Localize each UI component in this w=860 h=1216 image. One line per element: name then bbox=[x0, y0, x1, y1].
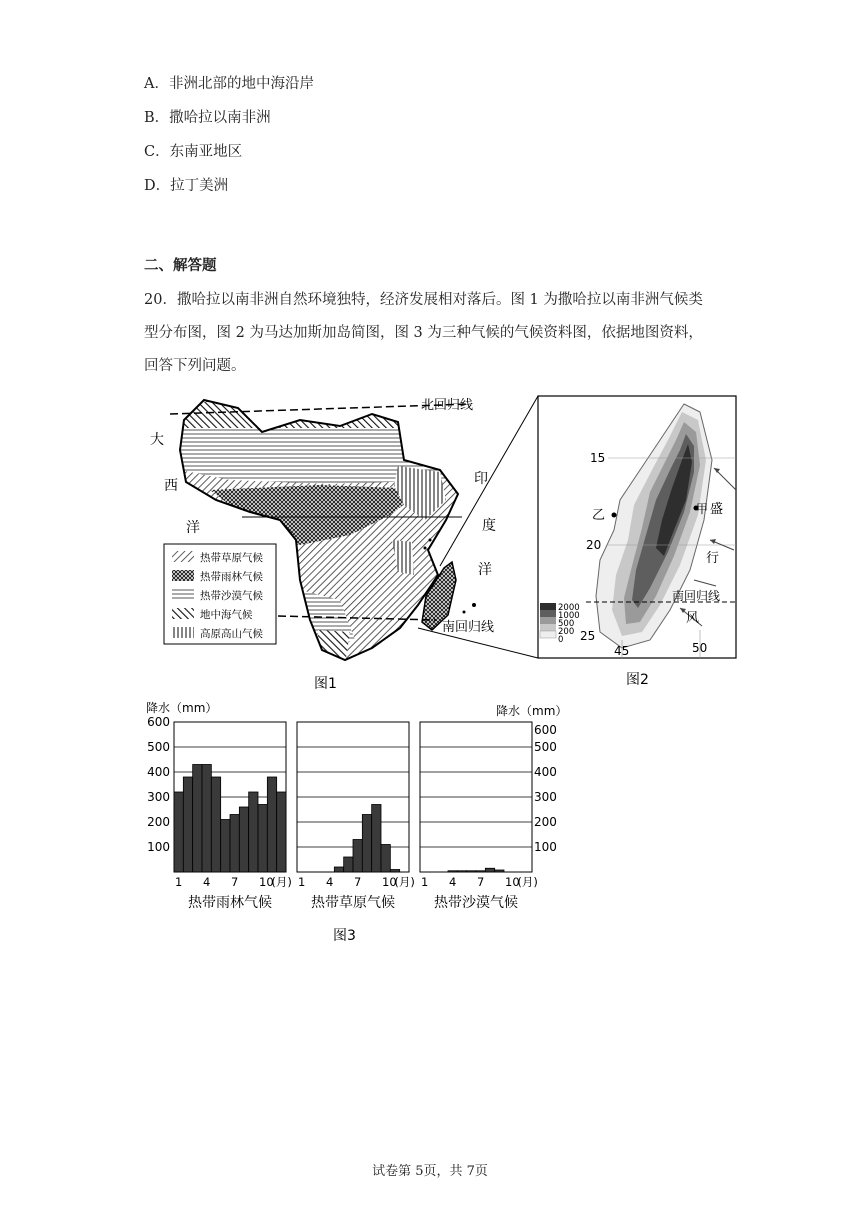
y-tick-label-left: 200 bbox=[147, 815, 170, 829]
question-line-1: 20．撒哈拉以南非洲自然环境独特，经济发展相对落后。图 1 为撒哈拉以南非洲气候类 bbox=[144, 292, 703, 308]
page-footer: 试卷第 5页，共 7页 bbox=[372, 1164, 488, 1179]
lat-25-label: 25 bbox=[580, 629, 596, 643]
legend-mediterranean: 地中海气候 bbox=[200, 609, 253, 621]
figure-2-madagascar-map bbox=[538, 396, 736, 688]
wind-label-3: 风 bbox=[686, 611, 700, 626]
fig3-ylabel-right: 降水（mm） bbox=[496, 704, 568, 718]
precip-bar bbox=[362, 815, 371, 873]
precip-bar bbox=[230, 815, 239, 873]
option-text: 拉丁美洲 bbox=[170, 178, 229, 194]
chart-title: 热带沙漠气候 bbox=[434, 895, 518, 911]
precip-bar bbox=[353, 840, 362, 873]
point-jia-label: 甲 bbox=[696, 502, 709, 516]
option-letter: D． bbox=[144, 178, 171, 194]
precip-bar bbox=[221, 820, 230, 873]
x-unit-label: (月) bbox=[271, 875, 292, 889]
precip-bar bbox=[258, 805, 267, 873]
precip-bar bbox=[183, 777, 192, 872]
precip-bar bbox=[476, 871, 485, 872]
figure-3-caption: 图3 bbox=[333, 928, 356, 944]
option-letter: C． bbox=[144, 144, 170, 160]
chart-title: 热带雨林气候 bbox=[188, 895, 272, 911]
y-tick-label-right: 100 bbox=[534, 840, 557, 854]
legend-2000: 2000 bbox=[558, 603, 580, 613]
precip-bar bbox=[211, 777, 220, 872]
y-tick-label-left: 300 bbox=[147, 790, 170, 804]
x-tick-label: 10 bbox=[382, 875, 397, 889]
wind-label-1: 盛 bbox=[710, 502, 724, 517]
precip-bar bbox=[202, 765, 211, 873]
lat-15-label: 15 bbox=[590, 451, 606, 465]
figure-1-africa-map bbox=[150, 395, 538, 692]
legend-0: 0 bbox=[558, 635, 564, 645]
wind-label-2: 行 bbox=[706, 551, 720, 566]
precip-bar bbox=[267, 777, 276, 872]
x-tick-label: 4 bbox=[326, 875, 334, 889]
question-line-3: 回答下列问题。 bbox=[144, 358, 246, 374]
precip-bar bbox=[495, 870, 504, 872]
lon-45-label: 45 bbox=[614, 644, 630, 658]
y-tick-label-right: 500 bbox=[534, 740, 557, 754]
x-tick-label: 1 bbox=[298, 875, 306, 889]
label-tropic-north: 北回归线 bbox=[421, 398, 474, 413]
label-atlantic-2: 西 bbox=[164, 478, 178, 494]
precip-bar bbox=[344, 857, 353, 872]
precip-bar bbox=[334, 867, 343, 872]
x-tick-label: 4 bbox=[449, 875, 457, 889]
chart-title: 热带草原气候 bbox=[311, 895, 395, 911]
section-title: 二、解答题 bbox=[144, 257, 217, 274]
question-line-2: 型分布图，图 2 为马达加斯加岛简图，图 3 为三种气候的气候资料图，依据地图资料， bbox=[144, 325, 703, 341]
y-tick-label-right: 300 bbox=[534, 790, 557, 804]
legend-desert: 热带沙漠气候 bbox=[200, 590, 263, 602]
option-text: 东南亚地区 bbox=[169, 144, 243, 160]
x-unit-label: (月) bbox=[517, 875, 538, 889]
legend-500: 500 bbox=[558, 619, 575, 629]
figure-1-caption: 图1 bbox=[314, 676, 337, 692]
x-tick-label: 7 bbox=[231, 875, 239, 889]
precip-bar bbox=[457, 871, 466, 872]
precip-bar bbox=[239, 807, 248, 872]
fig3-ylabel-left: 降水（mm） bbox=[146, 701, 218, 715]
x-tick-label: 10 bbox=[505, 875, 520, 889]
y-tick-label-left: 600 bbox=[147, 715, 170, 729]
legend-savanna: 热带草原气候 bbox=[200, 552, 263, 564]
precip-bar bbox=[249, 792, 258, 872]
option-letter: B． bbox=[144, 110, 170, 126]
y-tick-label-left: 500 bbox=[147, 740, 170, 754]
label-atlantic-3: 洋 bbox=[186, 520, 200, 536]
precip-bar bbox=[390, 870, 399, 873]
y-tick-label-left: 100 bbox=[147, 840, 170, 854]
x-unit-label: (月) bbox=[394, 875, 415, 889]
precip-bar bbox=[174, 792, 183, 872]
y-tick-label-left: 400 bbox=[147, 765, 170, 779]
legend-highland: 高原高山气候 bbox=[200, 628, 263, 640]
legend-200: 200 bbox=[558, 627, 575, 637]
y-tick-label-right: 400 bbox=[534, 765, 557, 779]
label-indian-1: 印 bbox=[474, 471, 488, 487]
figure-3-precip-charts bbox=[146, 700, 567, 944]
x-tick-label: 7 bbox=[477, 875, 485, 889]
figure-1-legend bbox=[164, 544, 276, 644]
label-atlantic-1: 大 bbox=[150, 432, 164, 448]
option-text: 非洲北部的地中海沿岸 bbox=[168, 76, 314, 92]
tropic-south-label: 南回归线 bbox=[672, 589, 721, 603]
label-tropic-south: 南回归线 bbox=[442, 620, 495, 635]
chart-group bbox=[147, 715, 557, 911]
lon-50-label: 50 bbox=[692, 641, 708, 655]
y-tick-label-right: 600 bbox=[534, 723, 557, 737]
precip-bar bbox=[381, 845, 390, 873]
precip-bar bbox=[193, 765, 202, 873]
x-tick-label: 10 bbox=[259, 875, 274, 889]
point-yi-label: 乙 bbox=[592, 508, 606, 523]
label-indian-3: 洋 bbox=[478, 562, 492, 578]
label-indian-2: 度 bbox=[482, 518, 496, 534]
option-letter: A． bbox=[144, 76, 169, 92]
precip-bar bbox=[448, 871, 457, 872]
figure-2-caption: 图2 bbox=[626, 672, 649, 688]
x-tick-label: 4 bbox=[203, 875, 211, 889]
precip-bar bbox=[467, 871, 476, 872]
x-tick-label: 1 bbox=[421, 875, 429, 889]
x-tick-label: 7 bbox=[354, 875, 362, 889]
y-tick-label-right: 200 bbox=[534, 815, 557, 829]
option-text: 撒哈拉以南非洲 bbox=[169, 110, 271, 126]
precip-bar bbox=[485, 868, 494, 872]
legend-1000: 1000 bbox=[558, 611, 580, 621]
precip-bar bbox=[277, 792, 286, 872]
precip-bar bbox=[372, 805, 381, 873]
x-tick-label: 1 bbox=[175, 875, 183, 889]
legend-rainforest: 热带雨林气候 bbox=[200, 571, 263, 583]
lat-20-label: 20 bbox=[586, 538, 602, 552]
